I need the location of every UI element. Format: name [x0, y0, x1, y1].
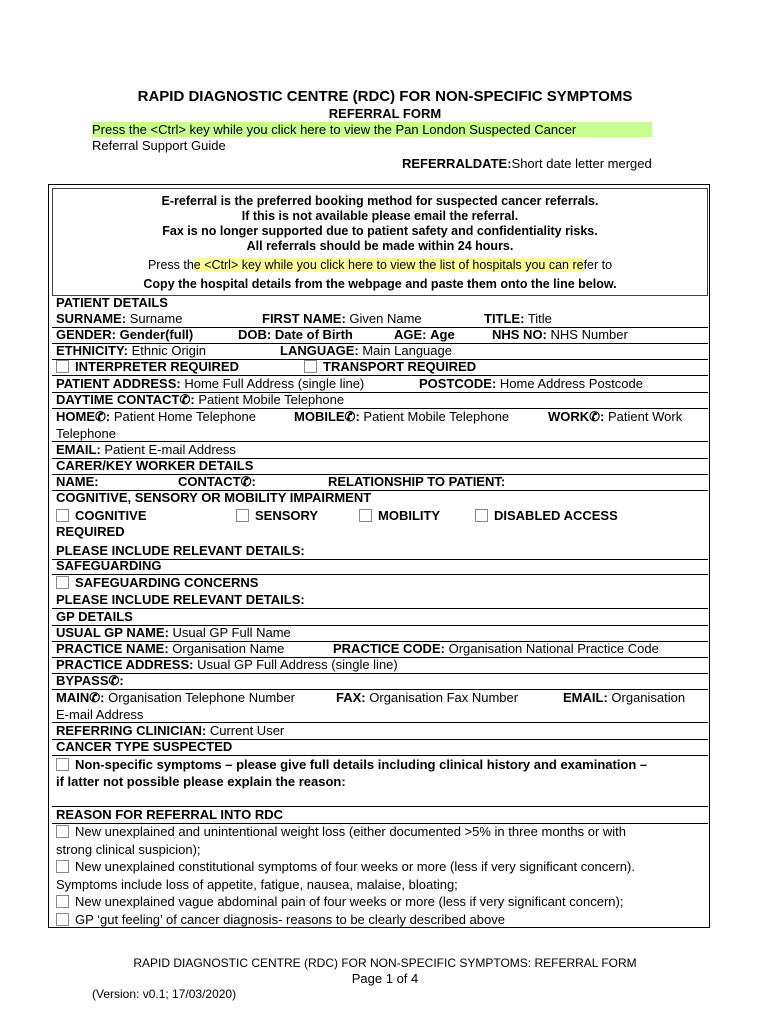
- reason-4-checkbox[interactable]: [56, 913, 69, 926]
- dob-value[interactable]: Date of Birth: [274, 327, 353, 342]
- disabled-access-checkbox[interactable]: [475, 509, 488, 522]
- ethnicity-label: ETHNICITY:: [56, 343, 128, 358]
- reason-item-1: [56, 823, 712, 841]
- bypass-row[interactable]: BYPASS✆:: [52, 673, 708, 690]
- notice-line3: Fax is no longer supported due to patient safety and confidentiality risks.: [162, 224, 598, 238]
- gp-email-value-cont[interactable]: E-mail Address: [56, 707, 144, 722]
- non-specific-label-cont: if latter not possible please explain the reason:: [56, 774, 346, 789]
- practice-address-value[interactable]: Usual GP Full Address (single line): [197, 657, 398, 672]
- hospital-link-post: fer to: [583, 258, 613, 272]
- home-phone-value[interactable]: Patient Home Telephone: [113, 409, 256, 424]
- age-label: AGE:: [394, 327, 427, 342]
- hospital-link-text[interactable]: e <Ctrl> key while you click here to view the list of hospitals you can re: [193, 258, 584, 272]
- safeguarding-details[interactable]: PLEASE INCLUDE RELEVANT DETAILS:: [52, 592, 708, 609]
- gender-value[interactable]: Gender(full): [119, 327, 194, 342]
- mobile-phone-value[interactable]: Patient Mobile Telephone: [363, 409, 510, 424]
- reason-1-checkbox[interactable]: [56, 825, 69, 838]
- reason-2-label: New unexplained constitutional symptoms of four weeks or more (less if very significant concern).: [75, 859, 635, 874]
- address-label: PATIENT ADDRESS:: [56, 376, 181, 391]
- safeguarding-checkbox[interactable]: [56, 576, 69, 589]
- transport-checkbox[interactable]: [304, 360, 317, 373]
- cognitive-checkbox[interactable]: [56, 509, 69, 522]
- safeguarding-concerns: [52, 575, 712, 591]
- patient-demographics-row: [52, 327, 708, 344]
- practice-code-value[interactable]: Organisation National Practice Code: [448, 641, 659, 656]
- non-specific-symptoms: [52, 756, 708, 807]
- notice-line1: E-referral is the preferred booking method for suspected cancer referrals.: [161, 194, 599, 208]
- title-label: TITLE:: [484, 311, 525, 326]
- gp-contact-row: [52, 689, 708, 723]
- usual-gp-label: USUAL GP NAME:: [56, 625, 169, 640]
- clinician-label: REFERRING CLINICIAN:: [56, 723, 207, 738]
- surname-value[interactable]: Surname: [129, 311, 183, 326]
- notice-line2: If this is not available please email the referral.: [241, 209, 519, 223]
- usual-gp-row: [52, 625, 708, 642]
- guide-link-text[interactable]: Press the <Ctrl> key while you click here to view the Pan London Suspected Cancer: [92, 122, 652, 137]
- interpreter-checkbox[interactable]: [56, 360, 69, 373]
- mobile-phone-label: MOBILE✆:: [294, 409, 360, 424]
- reason-1-label-cont: strong clinical suspicion);: [56, 841, 201, 857]
- patient-name-row: [52, 311, 708, 328]
- home-phone-label: HOME✆:: [56, 409, 111, 424]
- email-label: EMAIL:: [56, 442, 101, 457]
- dob-label: DOB:: [238, 327, 272, 342]
- daytime-label: DAYTIME CONTACT✆:: [56, 392, 195, 407]
- age-value[interactable]: Age: [430, 327, 455, 342]
- notice-line6: Copy the hospital details from the webpage and paste them onto the line below.: [143, 277, 617, 291]
- clinician-row: [52, 723, 708, 740]
- carer-name-label: NAME:: [56, 474, 99, 489]
- transport-label: TRANSPORT REQUIRED: [323, 359, 477, 374]
- non-specific-checkbox[interactable]: [56, 758, 69, 771]
- daytime-value[interactable]: Patient Mobile Telephone: [198, 392, 345, 407]
- sensory-checkbox[interactable]: [236, 509, 249, 522]
- reason-3-checkbox[interactable]: [56, 895, 69, 908]
- mobility-checkbox[interactable]: [359, 509, 372, 522]
- version-text: (Version: v0.1; 17/03/2020): [92, 987, 237, 1001]
- patient-requirements-row: [52, 359, 708, 376]
- disabled-access-label: DISABLED ACCESS: [494, 508, 618, 523]
- form-subtitle: REFERRAL FORM: [328, 106, 442, 121]
- patient-email-row: [52, 442, 708, 459]
- form-title: RAPID DIAGNOSTIC CENTRE (RDC) FOR NON-SPECIFIC SYMPTOMS: [137, 88, 633, 105]
- postcode-label: POSTCODE:: [419, 376, 497, 391]
- patient-address-row: [52, 376, 708, 393]
- reason-item-3: [56, 893, 712, 911]
- daytime-contact-row: [52, 392, 708, 409]
- practice-address-row: [52, 657, 708, 674]
- cancer-type-heading: CANCER TYPE SUSPECTED: [52, 739, 708, 756]
- reason-3-label: New unexplained vague abdominal pain of four weeks or more (less if very significant concern);: [75, 894, 624, 909]
- referral-date-value: Short date letter merged: [511, 156, 652, 171]
- gp-email-value[interactable]: Organisation: [611, 690, 686, 705]
- patient-ethnicity-row: [52, 343, 708, 360]
- hospital-link-pre: Press th: [147, 258, 194, 272]
- language-value[interactable]: Main Language: [362, 343, 452, 358]
- gender-label: GENDER:: [56, 327, 116, 342]
- usual-gp-value[interactable]: Usual GP Full Name: [172, 625, 291, 640]
- postcode-value[interactable]: Home Address Postcode: [499, 376, 643, 391]
- work-phone-value-cont[interactable]: Telephone: [56, 426, 116, 441]
- sensory-label: SENSORY: [255, 508, 319, 523]
- interpreter-label: INTERPRETER REQUIRED: [75, 359, 239, 374]
- carer-heading: CARER/KEY WORKER DETAILS: [52, 458, 708, 475]
- nhs-value[interactable]: NHS Number: [550, 327, 628, 342]
- gp-fax-value[interactable]: Organisation Fax Number: [369, 690, 519, 705]
- reason-list: [52, 823, 712, 928]
- impairment-heading: COGNITIVE, SENSORY OR MOBILITY IMPAIRMENT: [56, 490, 372, 505]
- safeguarding-heading: SAFEGUARDING: [52, 558, 708, 575]
- clinician-value[interactable]: Current User: [209, 723, 285, 738]
- mobility-label: MOBILITY: [378, 508, 441, 523]
- reason-2-checkbox[interactable]: [56, 860, 69, 873]
- address-value[interactable]: Home Full Address (single line): [184, 376, 365, 391]
- language-label: LANGUAGE:: [280, 343, 359, 358]
- hospital-link[interactable]: [53, 258, 707, 272]
- gp-main-label: MAIN✆:: [56, 690, 105, 705]
- reason-item-2: [56, 858, 712, 876]
- nhs-label: NHS NO:: [492, 327, 547, 342]
- gp-main-value[interactable]: Organisation Telephone Number: [108, 690, 296, 705]
- title-value[interactable]: Title: [527, 311, 552, 326]
- guide-link-cont[interactable]: Referral Support Guide: [92, 138, 226, 153]
- email-value[interactable]: Patient E-mail Address: [104, 442, 236, 457]
- carer-row: [52, 474, 708, 491]
- practice-address-label: PRACTICE ADDRESS:: [56, 657, 194, 672]
- page-number: Page 1 of 4: [351, 971, 419, 986]
- practice-code-label: PRACTICE CODE:: [333, 641, 445, 656]
- guide-link[interactable]: [92, 122, 652, 137]
- impairment-options: [52, 508, 712, 542]
- non-specific-label: Non-specific symptoms – please give full details including clinical history and examination –: [75, 757, 648, 772]
- notice-line4: All referrals should be made within 24 hours.: [246, 239, 514, 253]
- carer-contact-label: CONTACT✆:: [178, 474, 256, 489]
- ethnicity-value[interactable]: Ethnic Origin: [131, 343, 207, 358]
- reason-heading: REASON FOR REFERRAL INTO RDC: [52, 807, 708, 824]
- patient-heading: PATIENT DETAILS: [56, 295, 168, 310]
- reason-1-label: New unexplained and unintentional weight loss (either documented >5% in three months or with: [75, 824, 627, 839]
- practice-name-label: PRACTICE NAME:: [56, 641, 169, 656]
- phone-row: [52, 408, 708, 442]
- reason-4-label: GP ‘gut feeling’ of cancer diagnosis- reasons to be clearly described above: [75, 911, 505, 927]
- reason-2-label-cont: Symptoms include loss of appetite, fatigue, nausea, malaise, bloating;: [56, 876, 458, 892]
- carer-relationship-label: RELATIONSHIP TO PATIENT:: [328, 474, 506, 489]
- safeguarding-concerns-label: SAFEGUARDING CONCERNS: [75, 575, 259, 590]
- gp-heading: GP DETAILS: [52, 609, 708, 626]
- surname-label: SURNAME:: [56, 311, 127, 326]
- disabled-access-label-cont: REQUIRED: [56, 524, 125, 539]
- gp-email-label: EMAIL:: [563, 690, 608, 705]
- gp-fax-label: FAX:: [336, 690, 366, 705]
- practice-name-value[interactable]: Organisation Name: [172, 641, 285, 656]
- referral-date-label: REFERRALDATE:: [402, 156, 512, 171]
- firstname-value[interactable]: Given Name: [349, 311, 422, 326]
- reason-item-4: [56, 911, 712, 929]
- footer-title: RAPID DIAGNOSTIC CENTRE (RDC) FOR NON-SPECIFIC SYMPTOMS: REFERRAL FORM: [133, 956, 637, 970]
- practice-row: [52, 641, 708, 658]
- notice-box: [52, 188, 708, 296]
- impairment-details[interactable]: PLEASE INCLUDE RELEVANT DETAILS:: [52, 543, 708, 560]
- referral-date: [402, 156, 652, 171]
- work-phone-label: WORK✆:: [548, 409, 605, 424]
- cognitive-label: COGNITIVE: [75, 508, 147, 523]
- work-phone-value[interactable]: Patient Work: [608, 409, 683, 424]
- firstname-label: FIRST NAME:: [262, 311, 346, 326]
